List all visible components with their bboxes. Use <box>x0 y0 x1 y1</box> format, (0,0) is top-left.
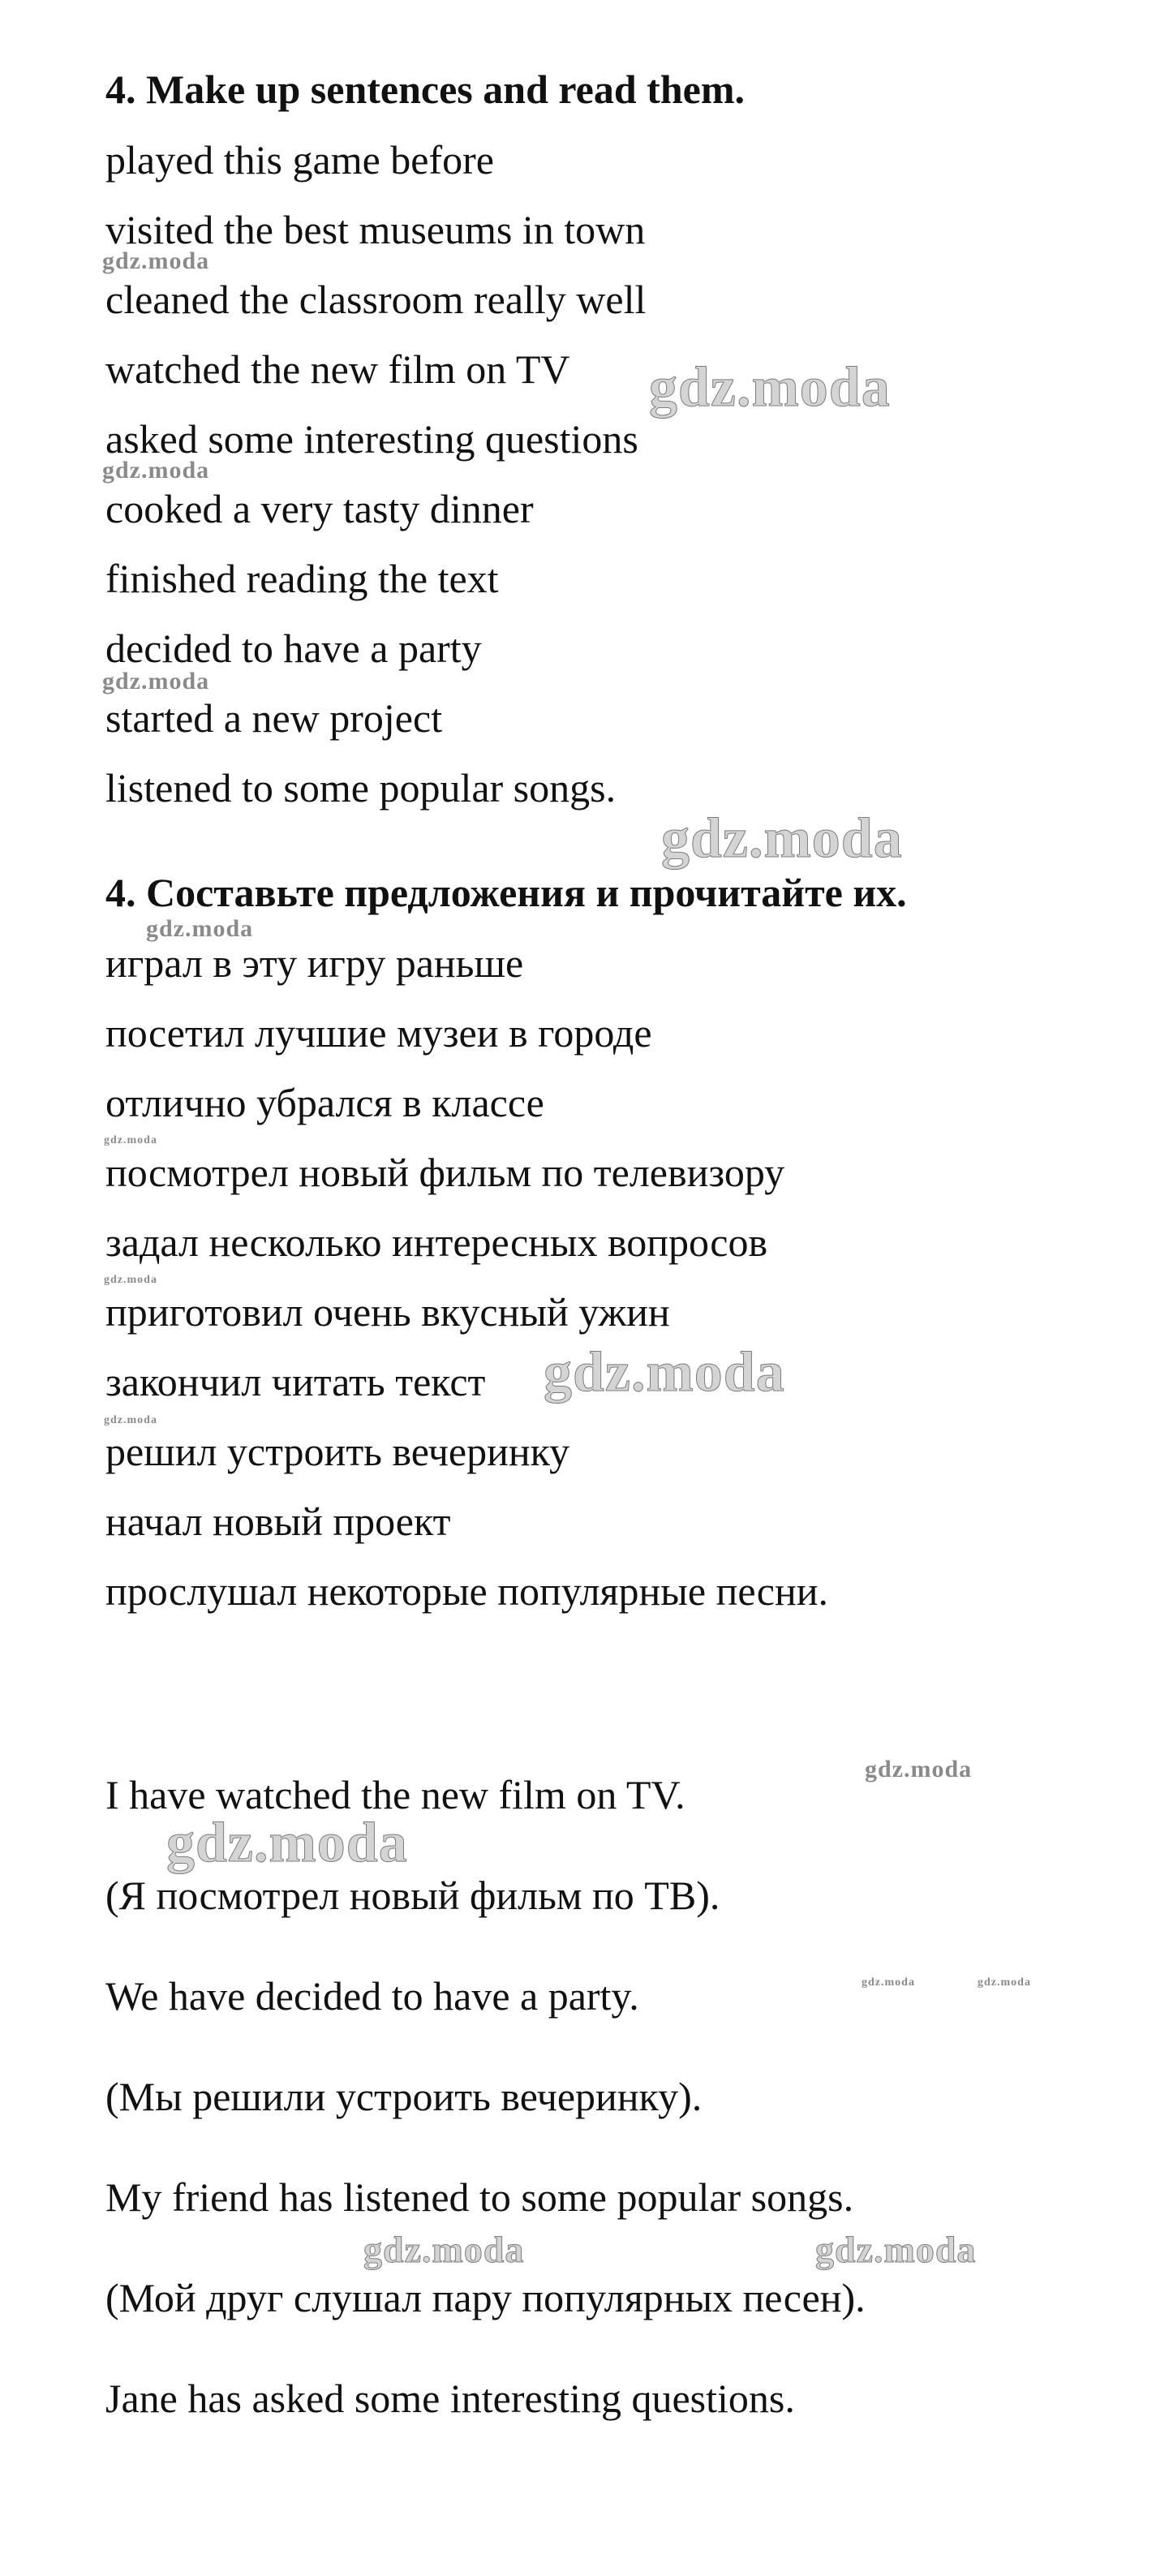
answer-translation: (Я посмотрел новый фильм по ТВ). <box>105 1873 720 1918</box>
exercise-heading-ru: 4. Составьте предложения и прочитайте их. <box>105 870 907 915</box>
watermark: gdz.moda <box>102 247 210 274</box>
watermark: gdz.moda <box>102 668 210 695</box>
phrase-item: начал новый проект <box>105 1499 451 1544</box>
phrase-item: asked some interesting questions <box>105 416 638 462</box>
phrase-item: started a new project <box>105 695 443 741</box>
phrase-item: listened to some popular songs. <box>105 765 617 811</box>
watermark: gdz.moda <box>104 1274 157 1286</box>
watermark: gdz.moda <box>978 1976 1031 1989</box>
watermark: gdz.moda <box>104 1134 157 1146</box>
phrase-item: задал несколько интересных вопросов <box>105 1219 768 1265</box>
phrase-item: cleaned the classroom really well <box>105 277 647 322</box>
phrase-item: watched the new film on TV <box>105 346 570 392</box>
answer-translation: (Мой друг слушал пару популярных песен). <box>105 2275 866 2320</box>
phrase-item: отлично убрался в классе <box>105 1080 544 1125</box>
watermark: gdz.moda <box>363 2229 525 2270</box>
phrase-item: played this game before <box>105 137 494 183</box>
answer-sentence: Jane has asked some interesting questions. <box>105 2376 795 2421</box>
phrase-item: решил устроить вечеринку <box>105 1429 570 1474</box>
answer-sentence: My friend has listened to some popular songs. <box>105 2174 854 2220</box>
phrase-item: закончил читать текст <box>105 1359 486 1404</box>
watermark: gdz.moda <box>544 1341 785 1404</box>
watermark: gdz.moda <box>102 457 210 484</box>
watermark: gdz.moda <box>865 1756 973 1783</box>
answer-sentence: I have watched the new film on TV. <box>105 1772 685 1817</box>
phrase-item: приготовил очень вкусный ужин <box>105 1289 670 1335</box>
phrase-item: cooked a very tasty dinner <box>105 486 534 531</box>
phrase-item: посетил лучшие музеи в городе <box>105 1010 652 1056</box>
phrase-item: decided to have a party <box>105 626 482 671</box>
watermark: gdz.moda <box>166 1812 408 1874</box>
watermark: gdz.moda <box>661 807 903 870</box>
watermark: gdz.moda <box>649 356 891 419</box>
phrase-item: посмотрел новый фильм по телевизору <box>105 1150 785 1195</box>
phrase-item: прослушал некоторые популярные песни. <box>105 1568 828 1614</box>
phrase-item: visited the best museums in town <box>105 207 646 252</box>
exercise-heading-en: 4. Make up sentences and read them. <box>105 67 745 112</box>
answer-translation: (Мы решили устроить вечеринку). <box>105 2074 703 2119</box>
watermark: gdz.moda <box>104 1414 157 1426</box>
phrase-item: finished reading the text <box>105 556 499 601</box>
phrase-item: играл в эту игру раньше <box>105 940 524 986</box>
answer-sentence: We have decided to have a party. <box>105 1973 639 2019</box>
watermark: gdz.moda <box>862 1976 915 1989</box>
watermark: gdz.moda <box>146 915 254 942</box>
watermark: gdz.moda <box>815 2229 977 2270</box>
